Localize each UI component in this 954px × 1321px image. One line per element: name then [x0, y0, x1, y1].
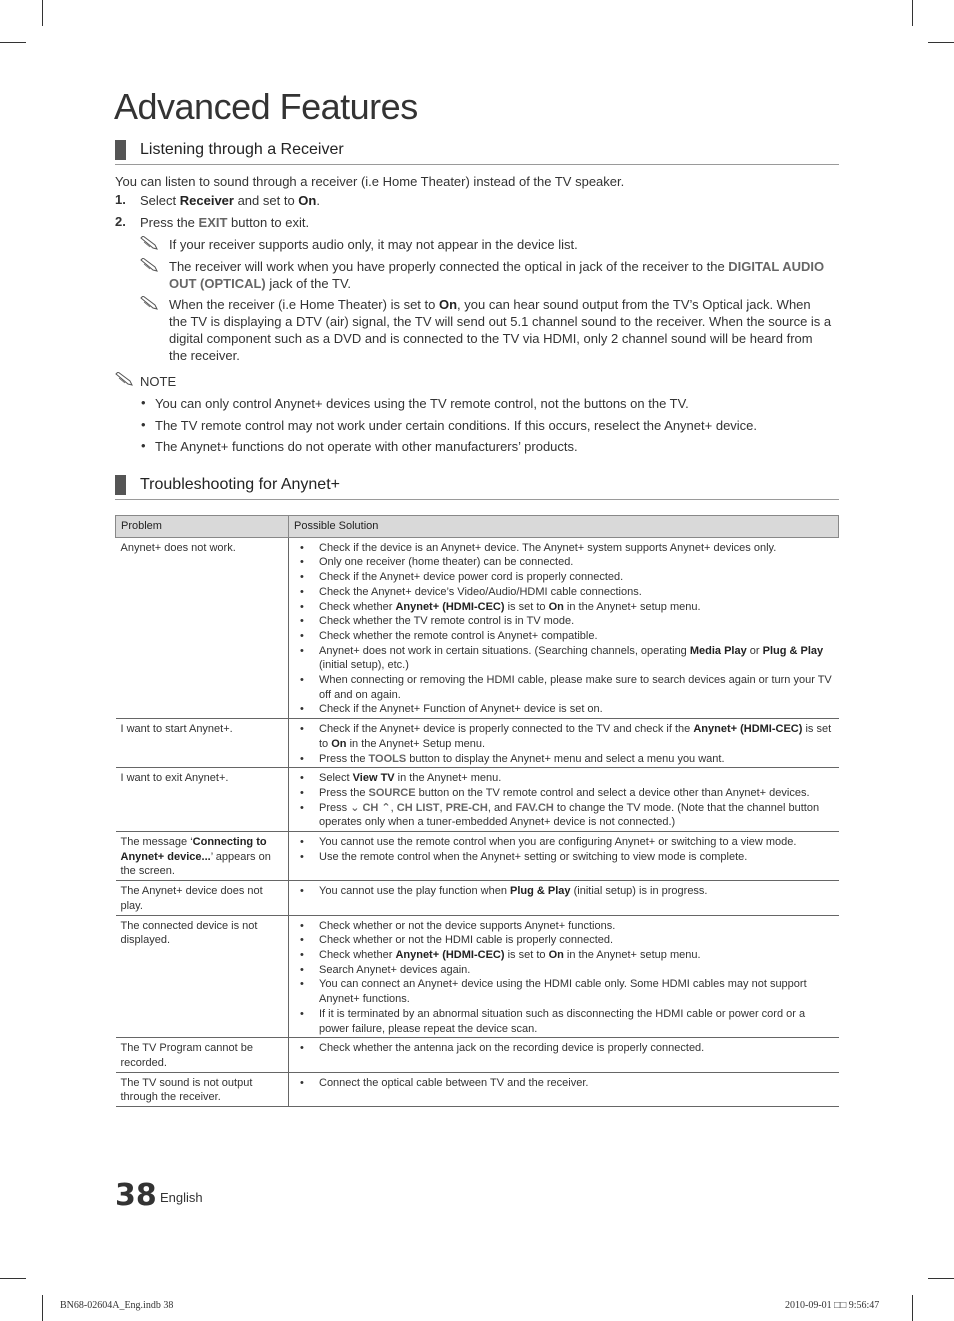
footer-datetime: 2010-09-01 □□ 9:56:47 [785, 1300, 880, 1311]
footer-file: BN68-02604A_Eng.indb 38 [60, 1300, 174, 1311]
table-row [116, 1072, 839, 1106]
step-number: 2. [115, 214, 126, 229]
list-item: • Check whether the antenna jack on the recording device is properly connected. [299, 1041, 834, 1056]
problem-cell: The connected device is not displayed. [116, 915, 289, 1038]
problem-cell: Anynet+ does not work. [116, 537, 289, 718]
page-number: 38 [115, 1178, 157, 1213]
table-row [116, 881, 839, 915]
list-item: • Check if the Anynet+ Function of Anynet+ device is set on. [299, 702, 834, 717]
note-label: NOTE [140, 374, 177, 389]
solution-cell [289, 719, 839, 768]
pencil-note-icon [140, 258, 158, 272]
solution-cell [289, 1072, 839, 1106]
list-item: • Select View TV in the Anynet+ menu. [299, 771, 834, 786]
crop-mark [42, 1295, 43, 1321]
table-row [116, 832, 839, 881]
table-row [116, 537, 839, 718]
section-marker [115, 140, 126, 160]
problem-cell: The TV Program cannot be recorded. [116, 1038, 289, 1072]
crop-mark [0, 1278, 26, 1279]
crop-mark [912, 0, 913, 26]
list-item: • When connecting or removing the HDMI cable, please make sure to search devices again or turn your TV off and on again. [299, 673, 834, 702]
list-item: • Check if the Anynet+ device power cord is properly connected. [299, 570, 834, 585]
crop-mark [928, 42, 954, 43]
list-item: • Connect the optical cable between TV and the receiver. [299, 1076, 834, 1091]
bullet-dot: • [141, 417, 146, 432]
table-row [116, 719, 839, 768]
solution-cell [289, 1038, 839, 1072]
language-label: English [160, 1190, 203, 1205]
table-row [116, 915, 839, 1038]
list-item: • Check whether Anynet+ (HDMI-CEC) is set to On in the Anynet+ setup menu. [299, 948, 834, 963]
step-2: Press the EXIT button to exit. [140, 215, 310, 230]
list-item: • Check whether Anynet+ (HDMI-CEC) is set to On in the Anynet+ setup menu. [299, 600, 834, 615]
list-item: • Check whether the remote control is Anynet+ compatible. [299, 629, 834, 644]
problem-cell: The TV sound is not output through the receiver. [116, 1072, 289, 1106]
bullet-dot: • [141, 438, 146, 453]
table-row [116, 768, 839, 832]
list-item: • If it is terminated by an abnormal situation such as disconnecting the HDMI cable or power cord or a power failure, please repeat the device scan. [299, 1007, 834, 1036]
page-title: Advanced Features [114, 86, 418, 127]
note-bullet: The TV remote control may not work under certain conditions. If this occurs, reselect the Anynet+ device. [155, 418, 758, 433]
column-header-solution: Possible Solution [289, 516, 839, 538]
step-1: Select Receiver and set to On. [140, 193, 320, 208]
list-item: • Check whether the TV remote control is in TV mode. [299, 614, 834, 629]
list-item: • Anynet+ does not work in certain situations. (Searching channels, operating Media Play or Plug & Play (initial setup), etc.) [299, 644, 834, 673]
solution-cell [289, 537, 839, 718]
solution-cell [289, 768, 839, 832]
list-item: • Check if the Anynet+ device is properly connected to the TV and check if the Anynet+ (HDMI-CEC) is set to On in the Anynet+ Setup menu. [299, 722, 834, 751]
list-item: • Check the Anynet+ device’s Video/Audio/HDMI cable connections. [299, 585, 834, 600]
list-item: • You cannot use the play function when Plug & Play (initial setup) is in progress. [299, 884, 834, 899]
problem-cell: The Anynet+ device does not play. [116, 881, 289, 915]
list-item: • You can connect an Anynet+ device using the HDMI cable only. Some HDMI cables may not support Anynet+ functions. [299, 977, 834, 1006]
pencil-note-icon [140, 296, 158, 310]
solution-cell [289, 881, 839, 915]
note-5-1-channel: When the receiver (i.e Home Theater) is set to On, you can hear sound output from the TV’s Optical jack. When the TV is displaying a DTV (air) signal, the TV will send out 5.1 channel sound to the receiver. When the source is a digital component such as a DVD and is connected to the TV via HDMI, only 2 channel sound will be heard from the receiver. [169, 297, 832, 363]
list-item: • Press the SOURCE button on the TV remote control and select a device other than Anynet+ devices. [299, 786, 834, 801]
list-item: • Check whether or not the device supports Anynet+ functions. [299, 919, 834, 934]
section-heading-text: Troubleshooting for Anynet+ [140, 476, 340, 493]
list-item: • Use the remote control when the Anynet+ setting or switching to view mode is complete. [299, 850, 834, 865]
solution-cell [289, 832, 839, 881]
list-item: • You cannot use the remote control when you are configuring Anynet+ or switching to a view mode. [299, 835, 834, 850]
intro-text: You can listen to sound through a receiver (i.e Home Theater) instead of the TV speaker. [115, 174, 625, 189]
problem-cell: I want to exit Anynet+. [116, 768, 289, 832]
troubleshooting-table [115, 515, 839, 1107]
list-item: • Search Anynet+ devices again. [299, 963, 834, 978]
step-number: 1. [115, 192, 126, 207]
pencil-note-icon [140, 236, 158, 250]
solution-cell [289, 915, 839, 1038]
list-item: • Press ⌄ CH ⌃, CH LIST, PRE-CH, and FAV.CH to change the TV mode. (Note that the channel button operates only when a tuner-embedded Anynet+ device is not connected.) [299, 801, 834, 830]
section-marker [115, 475, 126, 495]
crop-mark [912, 1295, 913, 1321]
note-bullet: The Anynet+ functions do not operate with other manufacturers’ products. [155, 439, 578, 454]
problem-cell: I want to start Anynet+. [116, 719, 289, 768]
crop-mark [928, 1278, 954, 1279]
table-row [116, 1038, 839, 1072]
column-header-problem: Problem [116, 516, 289, 538]
problem-cell: The message ‘Connecting to Anynet+ device...’ appears on the screen. [116, 832, 289, 881]
note-bullet: You can only control Anynet+ devices using the TV remote control, not the buttons on the TV. [155, 396, 689, 411]
crop-mark [0, 42, 26, 43]
list-item: • Check if the device is an Anynet+ device. The Anynet+ system supports Anynet+ devices only. [299, 541, 834, 556]
note-audio-only: If your receiver supports audio only, it may not appear in the device list. [169, 237, 578, 252]
crop-mark [42, 0, 43, 26]
section-heading-text: Listening through a Receiver [140, 141, 344, 158]
list-item: • Press the TOOLS button to display the Anynet+ menu and select a menu you want. [299, 752, 834, 767]
section-heading-receiver [115, 140, 839, 165]
bullet-dot: • [141, 395, 146, 410]
list-item: • Only one receiver (home theater) can be connected. [299, 555, 834, 570]
pencil-note-icon [115, 372, 133, 386]
list-item: • Check whether or not the HDMI cable is properly connected. [299, 933, 834, 948]
note-optical: The receiver will work when you have properly connected the optical in jack of the receiver to the DIGITAL AUDIO OUT (OPTICAL) jack of the TV. [169, 259, 825, 291]
section-heading-troubleshooting [115, 475, 839, 500]
